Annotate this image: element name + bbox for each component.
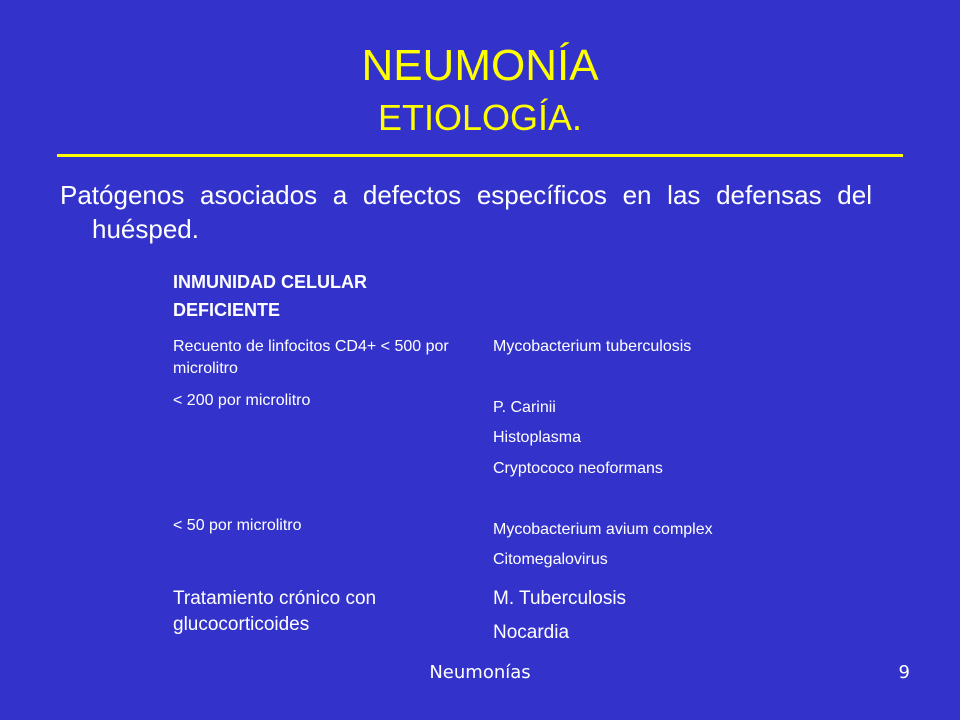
pathogen-item: Histoplasma xyxy=(493,429,582,446)
pathogen-item: Citomegalovirus xyxy=(493,551,608,568)
pathogen-item: Mycobacterium avium complex xyxy=(493,521,713,538)
pathogen-item: Cryptococo neoformans xyxy=(493,460,663,477)
condition-200: < 200 por microlitro xyxy=(173,392,311,409)
title-divider xyxy=(57,154,903,157)
pathogen-item: Mycobacterium tuberculosis xyxy=(493,338,692,355)
condition-50: < 50 por microlitro xyxy=(173,517,302,534)
pathogen-item: M. Tuberculosis xyxy=(493,588,627,609)
pathogen-item: Nocardia xyxy=(493,622,570,643)
intro-paragraph: Patógenos asociados a defectos específicos en las defensas del huésped. xyxy=(60,180,872,244)
footer-label: Neumonías xyxy=(429,662,531,683)
condition-glucocorticoids: Tratamiento crónico con glucocorticoides xyxy=(173,588,377,635)
pathogen-item: P. Carinii xyxy=(493,399,556,416)
table-heading: INMUNIDAD CELULAR DEFICIENTE xyxy=(173,272,367,320)
condition-cd4-500: Recuento de linfocitos CD4+ < 500 por microlitro xyxy=(173,338,449,377)
page-number: 9 xyxy=(898,662,910,683)
slide-title: NEUMONÍA xyxy=(361,41,599,90)
slide-subtitle: ETIOLOGÍA. xyxy=(377,97,583,138)
